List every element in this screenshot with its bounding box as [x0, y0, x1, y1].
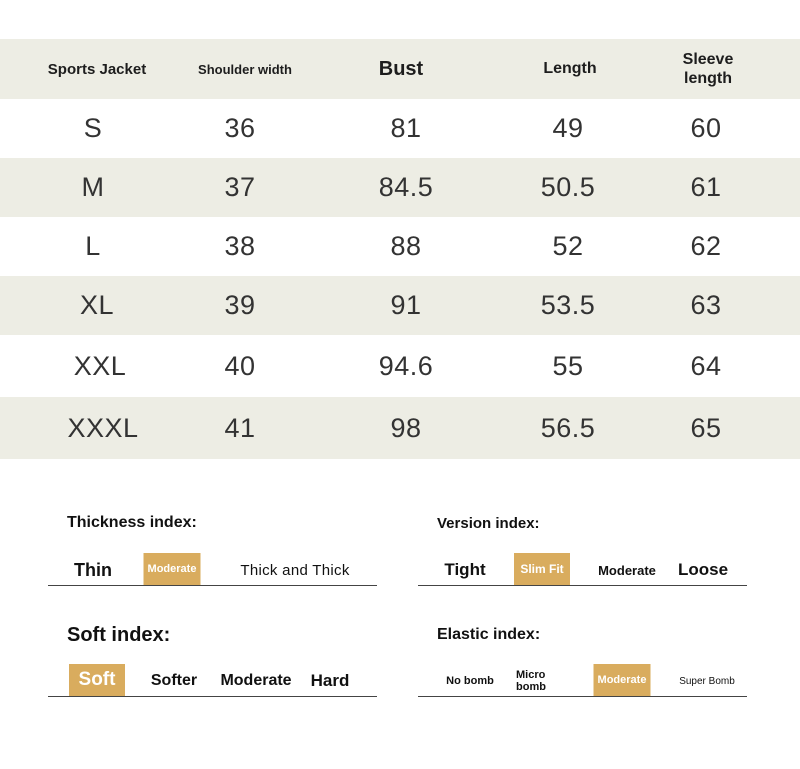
header-shoulder-width: Shoulder width [198, 61, 292, 77]
size-cell: S [83, 113, 103, 143]
size-cell: M [81, 172, 105, 202]
bust-cell: 88 [390, 231, 422, 261]
table-header-row [0, 39, 800, 99]
shoulder-cell: 41 [224, 412, 256, 443]
soft-option-soft-selected: Soft [69, 664, 125, 696]
table-row [0, 335, 800, 397]
table-row [0, 99, 800, 158]
bust-cell: 91 [390, 290, 422, 320]
shoulder-cell: 39 [224, 290, 256, 320]
header-sleeve-length: Sleeve length [682, 51, 734, 87]
sleeve-cell: 62 [690, 231, 722, 261]
table-row [0, 158, 800, 217]
sleeve-cell: 60 [690, 113, 722, 143]
length-cell: 53.5 [540, 290, 596, 320]
thickness-divider [48, 585, 377, 586]
shoulder-cell: 36 [224, 113, 256, 143]
header-sports-jacket: Sports Jacket [47, 60, 147, 78]
version-option-loose: Loose [677, 560, 729, 579]
soft-option-hard: Hard [310, 671, 350, 690]
elastic-option-moderate-selected: Moderate [594, 664, 651, 696]
version-option-moderate: Moderate [598, 562, 656, 578]
bust-cell: 98 [390, 412, 422, 443]
elastic-option-micro-bomb: Micro bomb [516, 669, 546, 693]
elastic-option-super-bomb: Super Bomb [679, 675, 735, 687]
table-row [0, 397, 800, 459]
table-row [0, 276, 800, 335]
sleeve-cell: 61 [690, 172, 722, 202]
elastic-index-title: Elastic index: [437, 626, 541, 643]
shoulder-cell: 38 [224, 231, 256, 261]
sleeve-cell: 63 [690, 290, 722, 320]
bust-cell: 84.5 [378, 172, 434, 202]
shoulder-cell: 40 [224, 350, 256, 381]
bust-cell: 81 [390, 113, 422, 143]
header-bust: Bust [378, 57, 424, 80]
shoulder-cell: 37 [224, 172, 256, 202]
version-index-title: Version index: [437, 515, 540, 532]
sleeve-cell: 65 [690, 412, 722, 443]
sleeve-cell: 64 [690, 350, 722, 381]
version-option-slim-fit-selected: Slim Fit [514, 553, 570, 585]
size-cell: XL [79, 290, 115, 320]
soft-index-title: Soft index: [67, 624, 171, 646]
length-cell: 52 [552, 231, 584, 261]
thickness-index-title: Thickness index: [67, 514, 197, 531]
length-cell: 55 [552, 350, 584, 381]
size-cell: XXL [73, 350, 127, 381]
thickness-option-thin: Thin [74, 559, 112, 580]
elastic-option-no-bomb: No bomb [446, 675, 494, 687]
header-length: Length [543, 60, 597, 77]
thickness-option-moderate-selected: Moderate [144, 553, 201, 585]
size-cell: L [85, 231, 101, 261]
length-cell: 50.5 [540, 172, 596, 202]
thickness-option-thick: Thick and Thick [240, 561, 350, 579]
table-row [0, 217, 800, 276]
size-cell: XXXL [67, 412, 139, 443]
bust-cell: 94.6 [378, 350, 434, 381]
length-cell: 49 [552, 113, 584, 143]
soft-option-softer: Softer [150, 672, 198, 689]
version-divider [418, 585, 747, 586]
soft-divider [48, 696, 377, 697]
soft-option-moderate: Moderate [220, 672, 292, 689]
elastic-divider [418, 696, 747, 697]
length-cell: 56.5 [540, 412, 596, 443]
version-option-tight: Tight [444, 560, 486, 579]
